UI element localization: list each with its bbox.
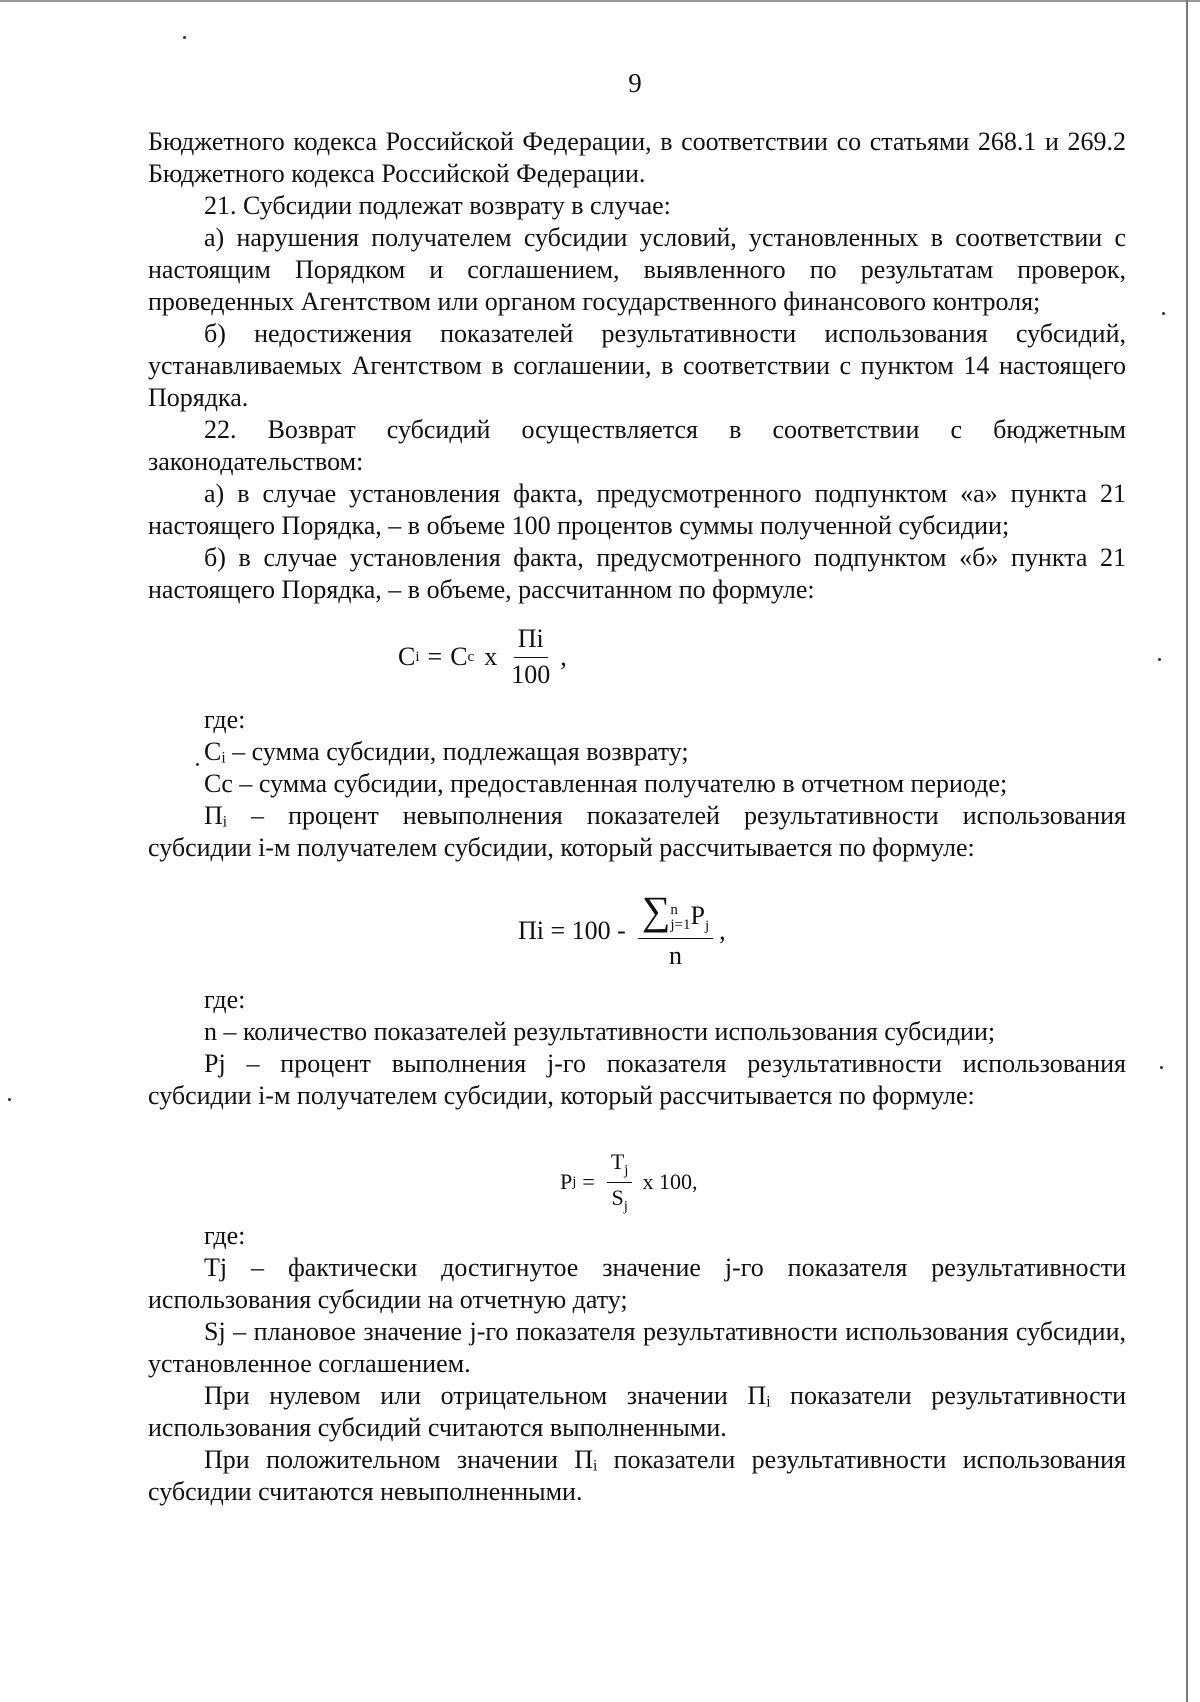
formula-pj: P j = $\frac{T_j}{S_j}$ x 100 , [560,1148,698,1214]
paragraph-22a: а) в случае установления факта, предусмотренного подпунктом «а» пункта 21 настоящего Порядка, – в объеме 100 процентов суммы полученной субсидии; [148,479,1126,540]
paragraph-21: 21. Субсидии подлежат возврату в случае: [204,191,671,220]
scan-edge-right [1186,0,1188,1702]
paragraph-zero-value: При нулевом или отрицательном значении Пᵢ показатели результативности использования субсидий считаются выполненными. [148,1381,1126,1442]
formula-pj-fraction: $\frac{T_j}{S_j}$ [607,1150,633,1215]
paragraph-22: 22. Возврат субсидий осуществляется в соответствии с бюджетным законодательством: [148,415,1126,476]
scan-speck [8,1098,11,1101]
formula-pi: Пi = 100 - ∑ n j=1 $P_j$ n , [518,888,726,971]
definition-pj: Pj – процент выполнения j-го показателя результативности использования субсидии i-м получателем субсидии, который рассчитывается по формуле: [148,1049,1126,1110]
definition-cc: Cс – сумма субсидии, предоставленная получателю в отчетном периоде; [204,769,1008,798]
definition-ci: Cᵢ – сумма субсидии, подлежащая возврату; [204,737,689,766]
scan-speck [183,36,186,39]
where-label: где: [204,1221,246,1250]
paragraph-continuation: Бюджетного кодекса Российской Федерации, в соответствии со статьями 268.1 и 269.2 Бюджетного кодекса Российской Федерации. [148,127,1126,188]
sum-symbol: ∑ [641,888,671,934]
page-number: 9 [628,68,642,98]
definition-pi: Пᵢ – процент невыполнения показателей результативности использования субсидии i-м получателем субсидии, который рассчитывается по формуле: [148,801,1126,862]
definition-sj: Sj – плановое значение j-го показателя результативности использования субсидии, установленное соглашением. [148,1317,1126,1378]
document-body [148,126,1126,1508]
formula-ci-lhs: C [398,642,416,671]
formula-ci: C i = C c x $\frac{Пi}{100}$ , [398,623,567,689]
paragraph-21b: б) недостижения показателей результативности использования субсидий, устанавливаемых Агентством в соглашении, в соответствии с пунктом 14 настоящего Порядка. [148,319,1126,412]
paragraph-21a: а) нарушения получателем субсидии условий, установленных в соответствии с настоящим Порядком и соглашением, выявленного по результатам проверок, проведенных Агентством или органом государственного финансового контроля; [148,223,1126,316]
paragraph-22b: б) в случае установления факта, предусмотренного подпунктом «б» пункта 21 настоящего Порядка, – в объеме, рассчитанном по формуле: [148,543,1126,604]
scan-edge-top [0,0,1200,2]
where-label: где: [204,985,246,1014]
where-label: где: [204,705,246,734]
definition-tj: Tj – фактически достигнутое значение j-го показателя результативности использования субсидии на отчетную дату; [148,1253,1126,1314]
definition-n: n – количество показателей результативности использования субсидии; [204,1017,996,1046]
scan-speck [1158,658,1161,661]
formula-pi-fraction: ∑ n j=1 $P_j$ n [638,891,713,970]
formula-ci-fraction: $\frac{Пi}{100}$ [511,623,551,689]
scan-speck [1160,1066,1163,1069]
scan-speck [1162,312,1165,315]
paragraph-positive-value: При положительном значении Пᵢ показатели результативности использования субсидии считаются невыполненными. [148,1445,1126,1506]
